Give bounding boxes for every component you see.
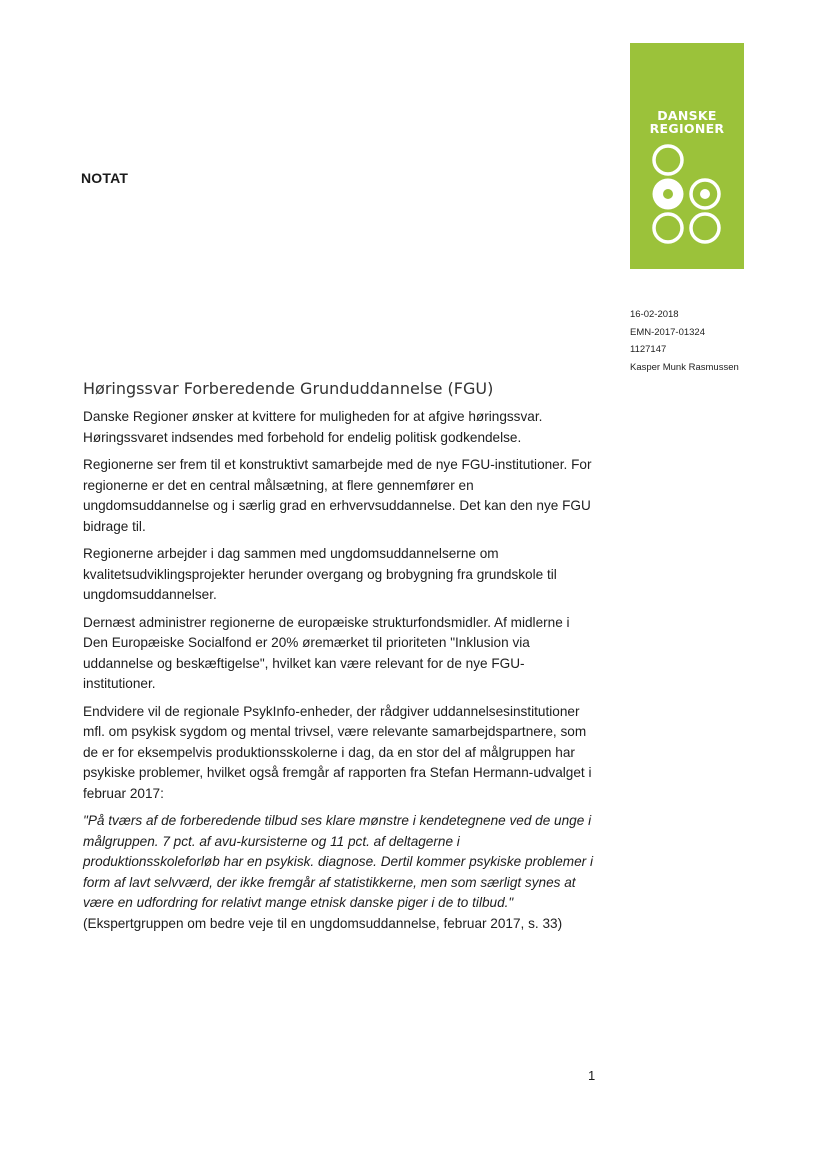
document-title: Høringssvar Forberedende Grunduddannelse (FGU) <box>83 379 494 398</box>
danske-regioner-logo <box>630 43 744 269</box>
body-paragraph: Regionerne ser frem til et konstruktivt samarbejde med de nye FGU-institutioner. For regionerne er det en central målsætning, at flere gennemfører en ungdomsuddannelse og i særlig grad en erhvervsuddannelse. Det kan den nye FGU bidrage til. <box>83 457 592 534</box>
logo-text-line1: DANSKE <box>657 108 717 123</box>
author-name: Kasper Munk Rasmussen <box>630 361 739 373</box>
quote-text: "På tværs af de forberedende tilbud ses klare mønstre i kendetegnene ved de unge i målgruppen. 7 pct. af avu-kursisterne og 11 pct. af deltagerne i produktionsskoleforløb har en psykisk. diagnose. Dertil kommer psykiske problemer i form af lavt selvværd, der ikke fremgår af statistikkerne, men som særligt synes at være en udfordring for relativt mange etnisk danske piger i de to tilbud." <box>83 813 593 910</box>
document-metadata <box>630 306 739 376</box>
body-paragraph: Endvidere vil de regionale PsykInfo-enheder, der rådgiver uddannelsesinstitutioner mfl. om psykisk sygdom og mental trivsel, være relevante samarbejdspartnere, som de er for eksempelvis produktionsskolerne i dag, da en stor del af målgruppen har psykiske problemer, hvilket også fremgår af rapporten fra Stefan Hermann-udvalget i februar 2017: <box>83 703 592 801</box>
logo-circles-icon <box>630 43 744 269</box>
document-number: 1127147 <box>630 344 667 355</box>
case-number: EMN-2017-01324 <box>630 326 705 338</box>
document-date: 16-02-2018 <box>630 309 679 320</box>
body-paragraph: Dernæst administrer regionerne de europæiske strukturfondsmidler. Af midlerne i Den Europæiske Socialfond er 20% øremærket til prioriteten "Inklusion via uddannelse og beskæftigelse", hvilket kan være relevant for de nye FGU-institutioner. <box>83 614 570 691</box>
document-body <box>83 407 595 941</box>
document-type-label: NOTAT <box>81 170 129 186</box>
quote-paragraph <box>83 811 595 934</box>
page-number: 1 <box>588 1068 596 1083</box>
logo-text-line2: REGIONER <box>649 121 725 136</box>
quote-source: (Ekspertgruppen om bedre veje til en ungdomsuddannelse, februar 2017, s. 33) <box>83 915 563 931</box>
body-paragraph: Danske Regioner ønsker at kvittere for muligheden for at afgive høringssvar. Høringssvaret indsendes med forbehold for endelig politisk godkendelse. <box>83 409 543 445</box>
body-paragraph: Regionerne arbejder i dag sammen med ungdomsuddannelserne om kvalitetsudviklingsprojekter herunder overgang og brobygning fra grundskole til ungdomsuddannelser. <box>83 546 557 602</box>
